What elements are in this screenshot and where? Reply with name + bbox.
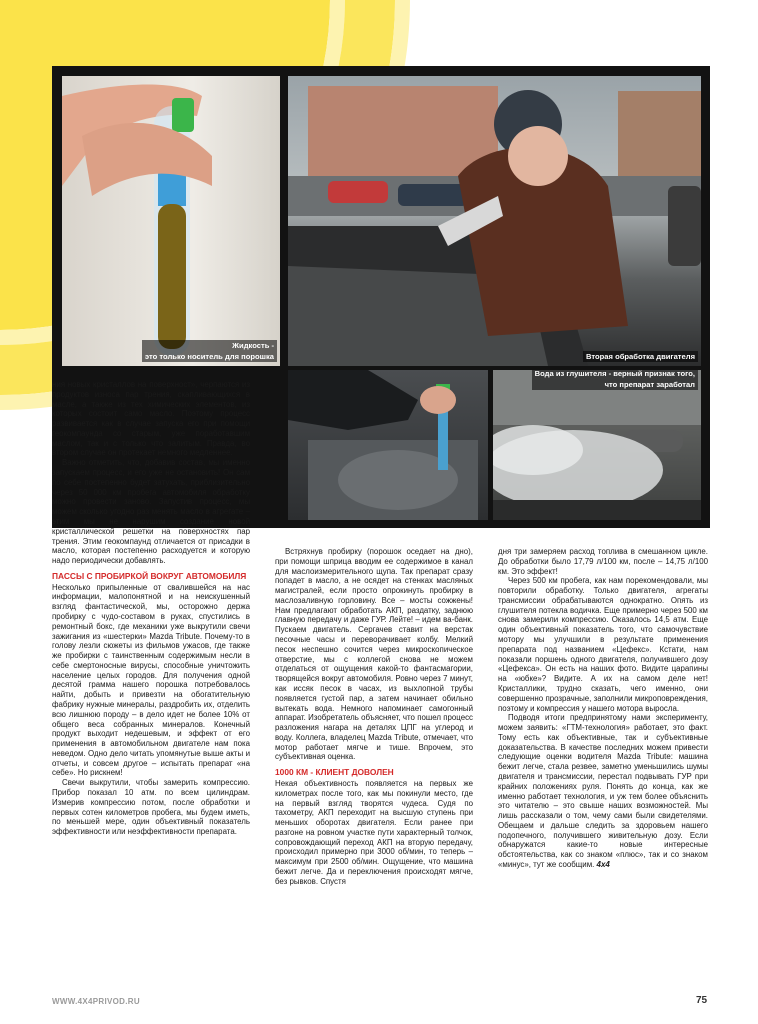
column2-paragraph-2: Некая объективность появляется на первых же километрах после того, как мы покинули место, где на первый взгляд творятся чудеса. Судя по тахометру, АКП переходит на высшую ступень при меньших оборотах двигателя. Если ранее при разгоне на ровном участке пути характерный толчок, сопровождающий переход АКП на вторую передачу, происходил примерно при 3000 об/мин, то теперь – максимум при 2500 об/мин. Ощущение, что машина бежит легче. Да и переключения происходят мягче, без рывков. Спустя [275,778,473,886]
engine-scene-illustration [288,76,701,366]
column3-paragraph-1: дня три замеряем расход топлива в смешанном цикле. До обработки было 17,79 л/100 км, после – 14,75 л/100 км. Это эффект! [498,547,708,576]
section-heading-1: ПАССЫ С ПРОБИРКОЙ ВОКРУГ АВТОМОБИЛЯ [52,570,247,581]
syringe-illustration [288,370,488,520]
section-heading-2: 1000 КМ - КЛИЕНТ ДОВОЛЕН [275,767,394,778]
end-mark-logo: 4x4 [596,860,610,869]
test-tube-illustration [62,76,280,366]
caption-exhaust-line2: что препарат заработал [532,379,698,390]
syringe-into-engine-photo [288,370,488,520]
column1-paragraph-3: Несколько припыленные от свалившейся на нас информации, малопонятной и на неискушенный взгляд фантастической, мы, осторожно держа пробирку с чудо-составом в руках, спустились в ремонтный бокс, где механики уже выкрутили свечи зажигания из «шестерки» Mazda Tribute. Почему-то в голову лезли сюжеты из фильмов ужасов, где также же пробирки с таинственным содержимым несли в себе смертоносные вирусы, способные уничтожить население целых городов. Для получения одной десятой грамма нашего порошка потребовалось найти, добыть и привезти на обогатительную фабрику нужные минералы, раздробить их, отделить всю лишнюю породу – в дело идет не более 10% от общего веса собранных минералов. Конечный продукт выходит недешевым, и эффект от его применения в автомобильном двигателе нам пока неведом. Одно дело читать упомянутые выше акты и отчеты, и совсем другое – испытать препарат «на себе». Но рискнем! [52,582,250,778]
column1-paragraph-2: Важно отметить, что, добавив состав, мы именно запускаем процесс, и его уже не остановить! Он сам по себе постепенно будет затухать, приблизительно через 50 000 км пробега автомобиля обработку можно провести заново. Запустив процесс, мы можем сколько угодно раз менять масло в агрегате – этим мы не нарушим создание новой кристаллической решетки на поверхностях пар трения. Этим геокомпаунд отличается от присадки в масло, которая постепенно расходуется и которую надо периодически добавлять. [52,458,250,566]
column3-paragraph-3-text: Подводя итоги предпринятому нами эксперименту, можем заявить: «ГТМ-технология» работает, это факт. Тому есть как объективные, так и субъективные доказательства. В качестве последних можем привести следующие оценки водителя Mazda Tribute: машина бежит легче, стала резвее, заметно уменьшились шумы двигателя и трансмиссии, перестал подвывать ГУР при крайних положениях руля. Понять до конца, как же именно работает технология, и уж тем более объяснить это читателю – это свыше наших возможностей. Мы лишь рассказали о том, чему сами были свидетелями. Обещаем и дальше следить за здоровьем нашего подопечного, получившего живительную дозу. Если обнаружатся какие-то новые интересные обстоятельства, как со знаком «плюс», так и со знаком «минус», тут же сообщим. [498,713,708,869]
column2-paragraph-1: Встряхнув пробирку (порошок оседает на дно), при помощи шприца вводим ее содержимое в канал для маслоизмерительного щупа. Так препарат сразу попадет в масло, а не осядет на стенках масляных магистралей, если просто опрокинуть пробирку в маслозаливную горловину. Все – мосты сожжены! Нам предлагают обработать АКП, раздатку, заднюю главную передачу и даже ГУР. Лейте! – идем ва-банк. Пускаем двигатель. Сергачев ставит на верстак песочные часы и переворачивает колбу. Мелкий песок неспешно сочится через микроскопическое отверстие, мы с коллегой снова не можем отделаться от ощущения какой-то фантасмагории, творящейся вокруг автомобиля. Ровно через 7 минут, как иссяк песок в часах, из выхлопной трубы появляется густой пар, а затем начинает обильно вытекать вода. Немного напоминает самогонный аппарат. Изобретатель объясняет, что пошел процесс разложения нагара на деталях ЦПГ на углерод и воду. Коллега, владелец Mazda Tribute, отмечает, что мотор работает мягче и тише. Впрочем, это субъективная оценка. [275,547,473,762]
column3-paragraph-2: Через 500 км пробега, как нам порекомендовали, мы повторили обработку. Только двигателя, агрегаты трансмиссии обрабатываются однократно. Опять из глушителя потекла водичка. Еще примерно через 500 км снова замерили компрессию. Оказалось 14,5 атм. Еще один объективный показатель того, что самочувствие мотору мы улучшили в результате применения препарата под названием «Цефекс». Кстати, нам показали поршень одного двигателя, получившего дозу «Цефекса». Он есть на наших фото. Видите царапины на «юбке»? Видите. А их на самом деле нет! Кристаллики, трудно сказать, чего именно, они совершенно прозрачные, заполнили микроповреждения, поэтому и компрессия у нашего мотора выросла. [498,576,708,713]
exhaust-illustration [493,370,701,520]
footer-website-link[interactable]: WWW.4X4PRIVOD.RU [52,997,140,1006]
caption-engine: Вторая обработка двигателя [583,351,698,362]
caption-tube-line2: это только носитель для порошка [142,351,277,362]
engine-treatment-photo [288,76,701,366]
exhaust-steam-photo [493,370,701,520]
caption-tube-line1: Жидкость - [142,340,277,351]
article-column-2 [275,547,473,887]
column3-paragraph-3 [498,713,708,870]
column1-paragraph-4: Свечи выкрутили, чтобы замерить компрессию. Прибор показал 10 атм. по всем цилиндрам. Измерив компрессию потом, после обработки и первых сотен километров пробега, мы будем иметь, по меньшей мере, один объективный показатель эффективности или неэффективности препарата. [52,778,250,837]
caption-exhaust-line1: Вода из глушителя - верный признак того, [532,370,698,379]
column1-paragraph-1: ния новых кристаллов на поверхност», черпаются из продуктов износа пар трения, скапливающихся в масле, а также из тех химических элементов, из которых состоит само масло. Поэтому процесс развивается как в случае запуска его при помощи геокомпаунда со старым, уже поработавшим маслом, так и с только что залитым. Правда, во втором случае он протекает немного медленнее. [52,380,250,458]
test-tube-photo [62,76,280,366]
page-number: 75 [696,995,708,1006]
article-column-3 [498,547,708,870]
article-column-1 [52,380,250,837]
